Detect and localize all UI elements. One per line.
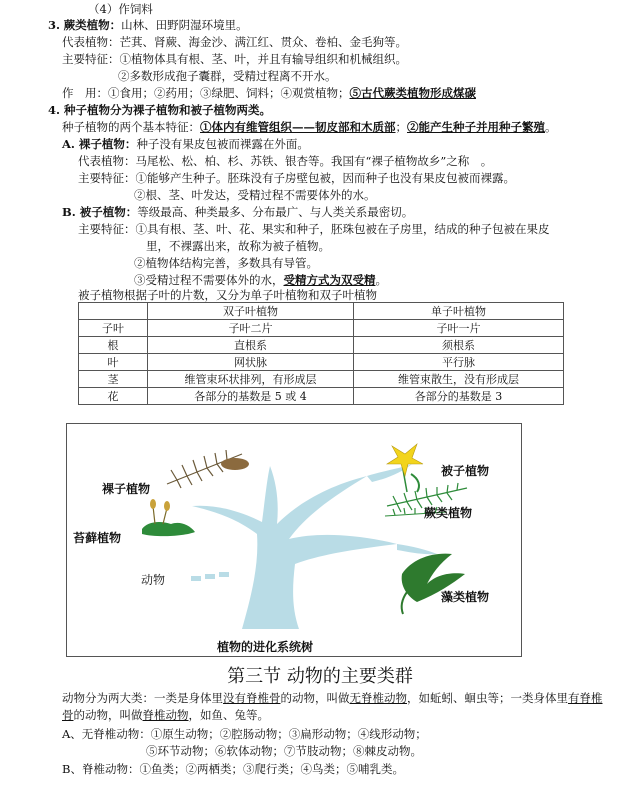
- has-backbone-term: 有脊椎: [568, 691, 603, 705]
- table-header-row: [79, 303, 564, 320]
- fern-heading-line: [48, 18, 248, 32]
- section-number: 4.: [48, 103, 61, 117]
- monocot-cell: 须根系: [354, 337, 564, 354]
- fertilization-text: ③受精过程不需要体外的水，: [134, 273, 284, 287]
- lily-flower-icon: [387, 444, 423, 492]
- table-header-monocot: 单子叶植物: [354, 303, 564, 320]
- gymnosperm-definition: 种子没有果皮包被而裸露在外面。: [136, 137, 309, 151]
- fern-uses-text: 作 用：①食用；②药用；③绿肥、饲料；④观赏植物；: [62, 86, 350, 100]
- label-moss: 苔藓植物: [73, 531, 122, 545]
- angiosperm-definition: 等级最高、种类最多、分布最广、与人类关系最密切。: [137, 205, 414, 219]
- label-angiosperm: 被子植物: [441, 464, 490, 478]
- animal-intro-line-2: [62, 708, 269, 722]
- dicot-monocot-table: [78, 302, 564, 405]
- seed-feature-2: ②能产生种子并用种子繁殖: [407, 120, 545, 134]
- gymnosperm-feature-1: 主要特征：①能够产生种子。胚珠没有子房壁包被，因而种子也没有果皮包被而裸露。: [78, 171, 515, 185]
- animal-intro-text: ，如蚯蚓、蛔虫等；一类身体里: [407, 691, 568, 705]
- evolution-tree-illustration: [67, 424, 521, 656]
- feed-use-line: （4）作饲料: [88, 2, 153, 16]
- table-header-blank: [79, 303, 148, 320]
- seed-plant-heading-text: 种子植物分为裸子植物和被子植物两类。: [64, 103, 272, 117]
- no-backbone-term: 没有脊椎骨: [223, 691, 281, 705]
- invertebrate-list-2: ⑤环节动物；⑥软体动物；⑦节肢动物；⑧棘皮动物。: [146, 744, 422, 758]
- vertebrate-term: 脊椎动物: [142, 708, 189, 722]
- table-row: [79, 354, 564, 371]
- evolution-tree-figure: [66, 423, 522, 657]
- monocot-cell: 子叶一片: [354, 320, 564, 337]
- animal-intro-line-1: [62, 691, 603, 705]
- gymnosperm-line: [62, 137, 309, 151]
- section-number: 3.: [48, 18, 61, 32]
- table-row: [79, 320, 564, 337]
- row-label: 茎: [79, 371, 148, 388]
- row-label: 花: [79, 388, 148, 405]
- invertebrate-term: 无脊椎动物: [349, 691, 407, 705]
- row-label: 叶: [79, 354, 148, 371]
- fern-habitat: 山林、田野阴湿环境里。: [121, 18, 248, 32]
- period: 。: [545, 120, 557, 134]
- fern-feature-2: ②多数形成孢子囊群，受精过程离不开水。: [118, 69, 337, 83]
- pine-cone-icon: [221, 458, 249, 470]
- row-label: 根: [79, 337, 148, 354]
- gymnosperm-heading: A. 裸子植物：: [62, 137, 137, 151]
- seed-feature-intro: 种子植物的两个基本特征：: [62, 120, 200, 134]
- dicot-cell: 直根系: [148, 337, 354, 354]
- separator: ；: [395, 120, 407, 134]
- label-gymnosperm: 裸子植物: [102, 482, 151, 496]
- angiosperm-heading: B. 被子植物：: [62, 205, 138, 219]
- table-row: [79, 388, 564, 405]
- table-row: [79, 371, 564, 388]
- figure-caption: 植物的进化系统树: [217, 640, 314, 654]
- dicot-cell: 维管束环状排列，有形成层: [148, 371, 354, 388]
- animal-intro-text: ，如鱼、兔等。: [188, 708, 269, 722]
- table-row: [79, 337, 564, 354]
- gymnosperm-representatives: 代表植物：马尾松、松、柏、杉、苏铁、银杏等。我国有“裸子植物故乡”之称 。: [78, 154, 493, 168]
- row-label: 子叶: [79, 320, 148, 337]
- animal-intro-text: 的动物，叫做: [280, 691, 350, 705]
- label-animal: 动物: [141, 573, 166, 587]
- seed-plant-features: [62, 120, 557, 134]
- double-fertilization: 受精方式为双受精: [283, 273, 376, 287]
- dicot-cell: 子叶二片: [148, 320, 354, 337]
- cotyledon-intro: 被子植物根据子叶的片数，又分为单子叶植物和双子叶植物: [78, 288, 377, 302]
- seed-feature-1: ①体内有维管组织——韧皮部和木质部: [200, 120, 396, 134]
- fern-uses: [62, 86, 476, 100]
- angiosperm-feature-1: 主要特征：①具有根、茎、叶、花、果实和种子，胚珠包被在子房里，结成的种子包被在果皮: [78, 222, 550, 236]
- angiosperm-feature-3: [134, 273, 387, 287]
- animal-intro-text: 的动物，叫做: [73, 708, 143, 722]
- angiosperm-feature-2: ②植物体结构完善，多数具有导管。: [134, 256, 318, 270]
- tree-trunk: [192, 464, 437, 629]
- label-fern: 蕨类植物: [424, 506, 473, 520]
- animal-intro-text: 动物分为两大类：一类是身体里: [62, 691, 223, 705]
- monocot-cell: 平行脉: [354, 354, 564, 371]
- fern-coal-note: ⑤古代蕨类植物形成煤碳: [349, 86, 476, 100]
- fern-representatives: 代表植物：芒萁、肾蕨、海金沙、满江红、贯众、卷柏、金毛狗等。: [62, 35, 407, 49]
- table-header-dicot: 双子叶植物: [148, 303, 354, 320]
- angiosperm-feature-1-cont: 里，不裸露出来，故称为被子植物。: [146, 239, 330, 253]
- gymnosperm-feature-2: ②根、茎、叶发达，受精过程不需要体外的水。: [134, 188, 376, 202]
- angiosperm-line: [62, 205, 413, 219]
- label-algae: 藻类植物: [441, 590, 490, 604]
- fern-heading: 蕨类植物：: [63, 18, 122, 32]
- invertebrate-list-1: A、无脊椎动物：①原生动物；②腔肠动物；③扁形动物；④线形动物；: [62, 727, 427, 741]
- dicot-cell: 网状脉: [148, 354, 354, 371]
- seed-plant-heading: [48, 103, 271, 117]
- section-title: 第三节 动物的主要类群: [227, 666, 413, 687]
- moss-icon: [142, 499, 195, 536]
- fern-feature-1: 主要特征：①植物体具有根、茎、叶，并且有输导组织和机械组织。: [62, 52, 407, 66]
- animal-branch-dashes: [191, 572, 229, 581]
- monocot-cell: 维管束散生，没有形成层: [354, 371, 564, 388]
- dicot-cell: 各部分的基数是 5 或 4: [148, 388, 354, 405]
- period: 。: [375, 273, 387, 287]
- monocot-cell: 各部分的基数是 3: [354, 388, 564, 405]
- vertebrate-list: B、脊椎动物：①鱼类；②两栖类；③爬行类；④鸟类；⑤哺乳类。: [62, 762, 404, 776]
- has-backbone-term-cont: 骨: [62, 708, 74, 722]
